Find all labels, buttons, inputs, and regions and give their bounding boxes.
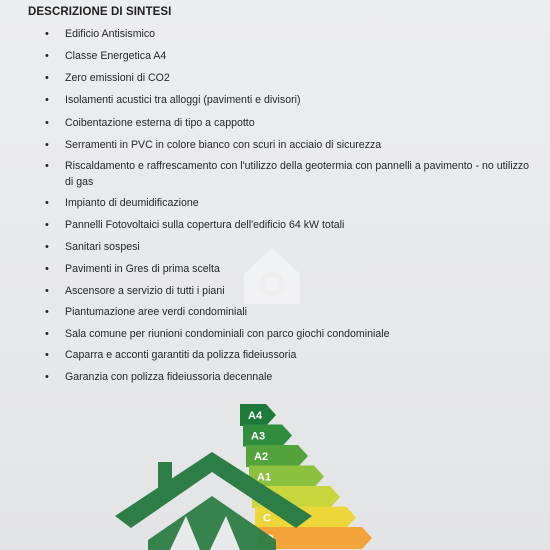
page-title: DESCRIZIONE DI SINTESI (28, 6, 172, 18)
list-item: • Pannelli Fotovoltaici sulla copertura dell'edificio 64 kW totali (65, 217, 535, 233)
list-item: • Sala comune per riunioni condominiali con parco giochi condominiale (65, 326, 535, 342)
list-item: • Classe Energetica A4 (65, 48, 535, 64)
energy-class-label: A1 (257, 471, 272, 484)
list-item: • Coibentazione esterna di tipo a cappotto (65, 115, 535, 131)
list-item: • Edificio Antisismico (65, 26, 535, 42)
list-item: • Caparra e acconti garantiti da polizza fideiussoria (65, 347, 535, 363)
energy-class-label: A4 (248, 410, 263, 422)
energy-bars (240, 404, 372, 549)
list-item: • Piantumazione aree verdi condominiali (65, 304, 535, 320)
energy-class-label: A2 (254, 451, 269, 463)
list-item: • Sanitari sospesi (65, 239, 535, 255)
list-item: • Garanzia con polizza fideiussoria decennale (65, 369, 535, 385)
list-item: • Ascensore a servizio di tutti i piani (65, 283, 535, 299)
list-item: • Pavimenti in Gres di prima scelta (65, 261, 535, 277)
energy-class-label: C (263, 512, 271, 525)
energy-class-label: A3 (251, 430, 266, 443)
list-item: • Riscaldamento e raffrescamento con l'utilizzo della geotermia con pannelli a pavimento - no utilizzo di gas (65, 158, 535, 190)
list-item: • Isolamenti acustici tra alloggi (pavimenti e divisori) (65, 92, 535, 108)
list-item: • Serramenti in PVC in colore bianco con scuri in acciaio di sicurezza (65, 137, 535, 153)
list-item: • Zero emissioni di CO2 (65, 70, 535, 86)
list-item: • Impianto di deumidificazione (65, 195, 535, 211)
